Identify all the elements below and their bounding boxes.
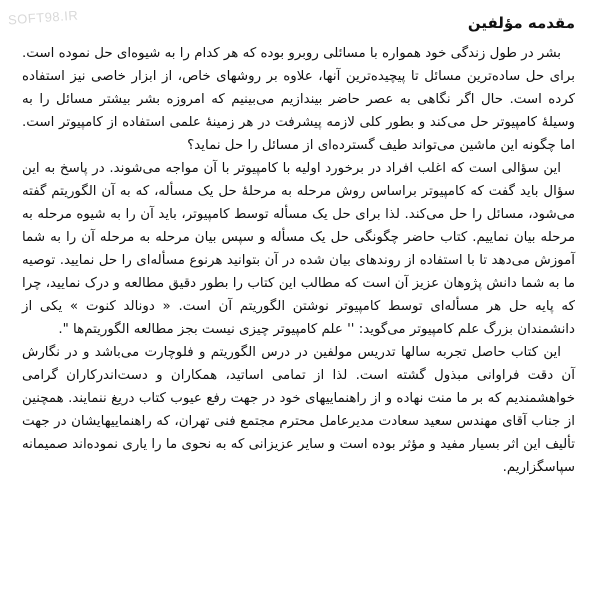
paragraph-1: بشر در طول زندگی خود همواره با مسائلی روبرو بوده که هر کدام را به شیوه‌ای حل نموده است. برای حل ساده‌ترین مسائل تا پیچیده‌ترین آنها، علاوه بر روشهای خاص، از ابزار خاصی نیز استفاده کرده است. حال اگر نگاهی به عصر حاضر بیندازیم می‌بینیم که امروزه بشر بیشتر مسائل را به وسیلهٔ کامپیوتر حل می‌کند و بطور کلی لازمه پیشرفت در هر زمینهٔ علمی استفاده از کامپیوتر است. اما چگونه این ماشین می‌تواند طیف گسترده‌ای از مسائل را حل نماید؟ <box>22 46 575 153</box>
document-page <box>22 8 575 595</box>
page-title: مقدمه مؤلفین <box>467 14 575 32</box>
paragraph-3: این کتاب حاصل تجربه سالها تدریس مولفین در درس الگوریتم و فلوچارت می‌باشد و در نگارش آن دقت فراوانی مبذول گشته است. لذا از تمامی اساتید، همکاران و دست‌اندرکاران گرامی خواهشمندیم که بر ما منت نهاده و از راهنماییهای خود در جهت رفع عیوب کتاب دریغ ننمایند. همچنین از جناب آقای مهندس سعید سعادت مدیرعامل محترم مجتمع فنی تهران، که راهنماییهایشان در جهت تألیف این اثر بسیار مفید و مؤثر بوده است و سایر عزیزانی که به نحوی ما را یاری نموده‌اند صمیمانه سپاسگزاریم. <box>22 345 575 475</box>
paragraph-2: این سؤالی است که اغلب افراد در برخورد اولیه با کامپیوتر با آن مواجه می‌شوند. در پاسخ به این سؤال باید گفت که کامپیوتر براساس روش مرحله به مرحلهٔ حل یک مسأله، که به آن الگوریتم گفته می‌شود، مسائل را حل می‌کند. لذا برای حل یک مسأله توسط کامپیوتر، باید آن را به شیوه مرحله به مرحله بیان نماییم. کتاب حاضر چگونگی حل یک مسأله و سپس بیان مرحله به مرحله آن را به شما آموزش می‌دهد تا با استفاده از روندهای بیان شده در آن بتوانید هرنوع مسأله‌ای را حل نمایید. توصیه ما به شما دانش پژوهان عزیز آن است که مطالب این کتاب را بطور دقیق مطالعه و درک نمایید، چرا که پایه حل هر مسأله‌ای توسط کامپیوتر نوشتن الگوریتم آن است. « دونالد کنوت » یکی از دانشمندان بزرگ علم کامپیوتر می‌گوید: '' علم کامپیوتر چیزی نیست بجز مطالعه الگوریتم‌ها ". <box>22 161 575 337</box>
watermark-text: SOFT98.IR <box>7 7 79 28</box>
